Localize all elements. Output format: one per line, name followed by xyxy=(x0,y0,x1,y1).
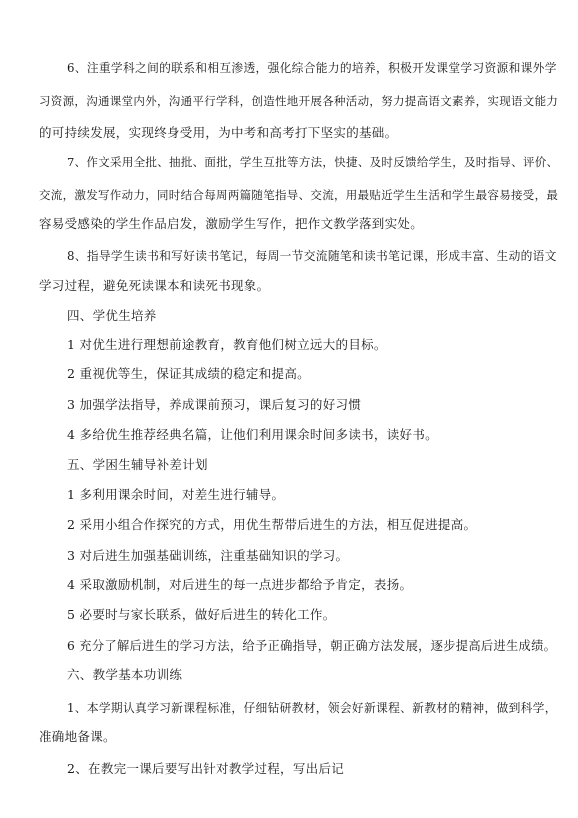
text-line: 8、指导学生读书和写好读书笔记，每周一节交流随笔和读书笔记课，形成丰富、生动的语文 xyxy=(67,249,557,263)
text-line: 6 充分了解后进生的学习方法，给予正确指导，朝正确方法发展，逐步提高后进生成绩。 xyxy=(67,639,557,653)
section-heading: 五、学困生辅导补差计划 xyxy=(67,457,208,472)
section-heading: 四、学优生培养 xyxy=(67,308,157,323)
section-heading: 六、教学基本功训练 xyxy=(67,667,183,682)
text-line: 的可持续发展，实现终身受用，为中考和高考打下坚实的基础。 xyxy=(39,125,398,140)
text-line: 4 采取激励机制，对后进生的每一点进步都给予肯定，表扬。 xyxy=(67,577,413,592)
text-line: 3 对后进生加强基础训练，注重基础知识的学习。 xyxy=(67,548,349,563)
text-line: 7、作文采用全批、抽批、面批，学生互批等方法，快捷、及时反馈给学生，及时指导、评价、 xyxy=(67,155,559,169)
text-line: 习资源，沟通课堂内外，沟通平行学科，创造性地开展各种活动，努力提高语文素养，实现语文能力 xyxy=(39,94,559,108)
text-line: 2 重视优等生，保证其成绩的稳定和提高。 xyxy=(67,366,310,381)
text-line: 学习过程，避免死读课本和读死书现象。 xyxy=(39,278,270,293)
text-line: 容易受感染的学生作品启发，激励学生写作，把作文教学落到实处。 xyxy=(39,216,424,231)
text-line: 4 多给优生推荐经典名篇，让他们利用课余时间多读书，读好书。 xyxy=(67,427,438,442)
text-line: 2、在教完一课后要写出针对教学过程，写出后记 xyxy=(67,761,345,776)
text-line: 5 必要时与家长联系，做好后进生的转化工作。 xyxy=(67,607,336,622)
text-line: 交流，激发写作动力，同时结合每周两篇随笔指导、交流，用最贴近学生生活和学生最容易接受，最 xyxy=(39,188,559,202)
text-line: 3 加强学法指导，养成课前预习，课后复习的好习惯 xyxy=(67,397,362,412)
text-line: 1 对优生进行理想前途教育，教育他们树立远大的目标。 xyxy=(67,337,387,352)
text-line: 1、本学期认真学习新课程标准，仔细钻研教材，领会好新课程、新教材的精神，做到科学， xyxy=(67,701,557,715)
text-line: 2 采用小组合作探究的方式，用优生帮带后进生的方法，相互促进提高。 xyxy=(67,517,477,532)
text-line: 1 多利用课余时间，对差生进行辅导。 xyxy=(67,487,285,502)
text-line: 准确地备课。 xyxy=(39,729,116,744)
text-line: 6、注重学科之间的联系和相互渗透，强化综合能力的培养，积极开发课堂学习资源和课外学 xyxy=(67,61,557,75)
